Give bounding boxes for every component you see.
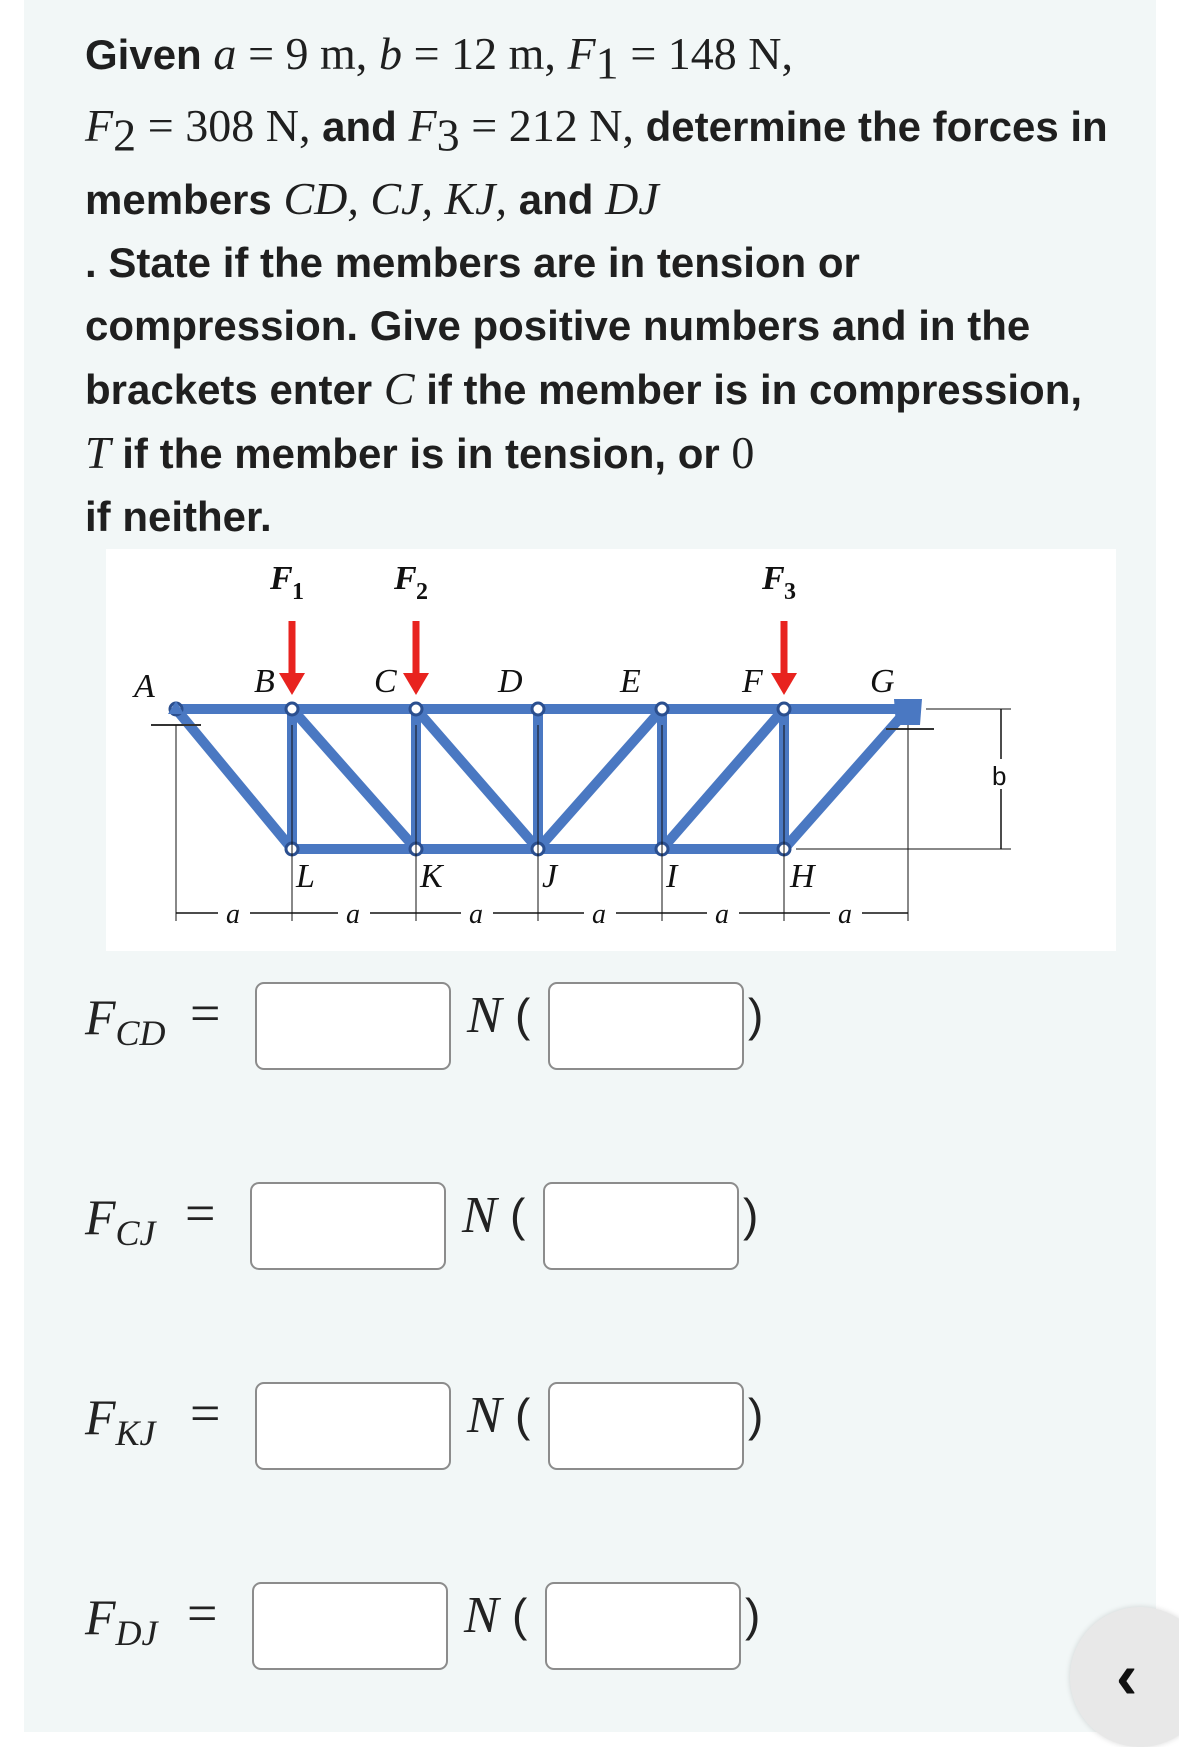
symbol-zero: 0	[731, 426, 755, 478]
close-paren: )	[748, 1389, 764, 1441]
var-f3: F	[408, 100, 437, 152]
dimension-label-a: a	[592, 899, 606, 930]
close-paren: )	[745, 1589, 761, 1641]
height-label-b: b	[992, 761, 1007, 791]
tension-compression-input[interactable]	[543, 1182, 739, 1270]
var-f2: F	[85, 100, 114, 152]
val-f2: = 308 N,	[147, 100, 311, 152]
node-label-h: H	[790, 858, 815, 895]
node-label-e: E	[620, 663, 641, 700]
open-paren: (	[515, 989, 531, 1041]
dimension-label-a: a	[838, 899, 852, 930]
text-and: and	[322, 103, 397, 151]
close-paren: )	[748, 989, 764, 1041]
equals-sign: =	[190, 983, 221, 1043]
dimension-label-a: a	[226, 899, 240, 930]
open-paren: (	[512, 1589, 528, 1641]
dimension-label-a: a	[469, 899, 483, 930]
chevron-left-icon: ‹	[1116, 1640, 1138, 1712]
text-determine: determine the forces in members	[85, 103, 1108, 223]
force-arrow-head-icon	[771, 673, 797, 695]
node-label-j: J	[542, 858, 558, 895]
truss-figure	[106, 549, 1116, 951]
force-label-sub: 2	[416, 579, 428, 605]
node-label-a: A	[134, 668, 155, 705]
force-label: F	[394, 560, 417, 597]
force-label-sub: 1	[292, 579, 304, 605]
joint-pin	[532, 703, 544, 715]
node-label-l: L	[296, 858, 315, 895]
node-label-d: D	[498, 663, 523, 700]
unit-label: N	[462, 1187, 497, 1244]
answer-row-cd	[85, 982, 1085, 1074]
text-instructions: . State if the members are in tension or compression. Give positive numbers and in the brackets enter	[85, 238, 1031, 413]
text-tension: if the member is in tension, or	[122, 429, 720, 477]
tension-compression-input[interactable]	[545, 1582, 741, 1670]
node-label-k: K	[420, 858, 443, 895]
answer-row-kj	[85, 1382, 1085, 1474]
force-value-input[interactable]	[250, 1182, 446, 1270]
answer-label: $F_{KJ}$	[85, 1389, 156, 1453]
symbol-t: T	[85, 426, 111, 478]
var-a: a	[213, 28, 237, 79]
truss-member	[176, 709, 292, 849]
dimension-label-a: a	[715, 899, 729, 930]
member-list: CD, CJ, KJ,	[283, 172, 508, 224]
joint-pin	[286, 703, 298, 715]
text-neither: if neither.	[85, 492, 272, 540]
open-paren: (	[510, 1189, 526, 1241]
val-f3: = 212 N,	[471, 100, 634, 152]
force-value-input[interactable]	[255, 1382, 451, 1470]
symbol-c: C	[383, 362, 415, 414]
val-a: = 9 m,	[248, 28, 368, 79]
member-dj: DJ	[605, 172, 659, 224]
open-paren: (	[515, 1389, 531, 1441]
unit-label: N	[467, 1387, 502, 1444]
unit-label: N	[467, 987, 502, 1044]
force-label: F	[270, 560, 293, 597]
answer-label: $F_{CD}$	[85, 989, 166, 1053]
joint-pin	[656, 703, 668, 715]
joint-pin	[778, 703, 790, 715]
node-label-g: G	[870, 663, 895, 700]
joint-pin	[410, 703, 422, 715]
truss-member	[538, 709, 662, 849]
problem-statement	[85, 22, 1115, 548]
sub-f2: 2	[113, 109, 137, 161]
force-label: F	[762, 560, 785, 597]
tension-compression-input[interactable]	[548, 1382, 744, 1470]
truss-diagram	[106, 549, 1116, 951]
truss-member	[292, 709, 416, 849]
node-label-b: B	[254, 663, 275, 700]
text-compression: if the member is in compression,	[426, 365, 1083, 413]
sub-f1: 1	[595, 37, 619, 89]
close-paren: )	[743, 1189, 759, 1241]
force-value-input[interactable]	[255, 982, 451, 1070]
node-label-c: C	[374, 663, 397, 700]
answer-row-dj	[85, 1582, 1085, 1674]
sub-f3: 3	[436, 109, 460, 161]
support-g-icon	[894, 699, 922, 725]
equals-sign: =	[185, 1183, 216, 1243]
answer-row-cj	[85, 1182, 1085, 1274]
truss-member	[416, 709, 538, 849]
val-b: = 12 m,	[413, 28, 556, 79]
text-and-2: and	[518, 175, 594, 223]
node-label-f: F	[742, 663, 763, 700]
dimension-label-a: a	[346, 899, 360, 930]
force-arrow-head-icon	[279, 673, 305, 695]
unit-label: N	[464, 1587, 499, 1644]
force-arrow-head-icon	[403, 673, 429, 695]
answer-label: $F_{DJ}$	[85, 1589, 158, 1653]
force-value-input[interactable]	[252, 1582, 448, 1670]
text-given: Given	[85, 31, 202, 78]
var-f1: F	[567, 28, 596, 79]
truss-member	[662, 709, 784, 849]
force-label-sub: 3	[784, 579, 796, 605]
node-label-i: I	[666, 858, 678, 895]
tension-compression-input[interactable]	[548, 982, 744, 1070]
equals-sign: =	[187, 1583, 218, 1643]
val-f1: = 148 N,	[630, 28, 793, 79]
var-b: b	[378, 28, 402, 79]
answer-label: $F_{CJ}$	[85, 1189, 156, 1253]
equals-sign: =	[190, 1383, 221, 1443]
